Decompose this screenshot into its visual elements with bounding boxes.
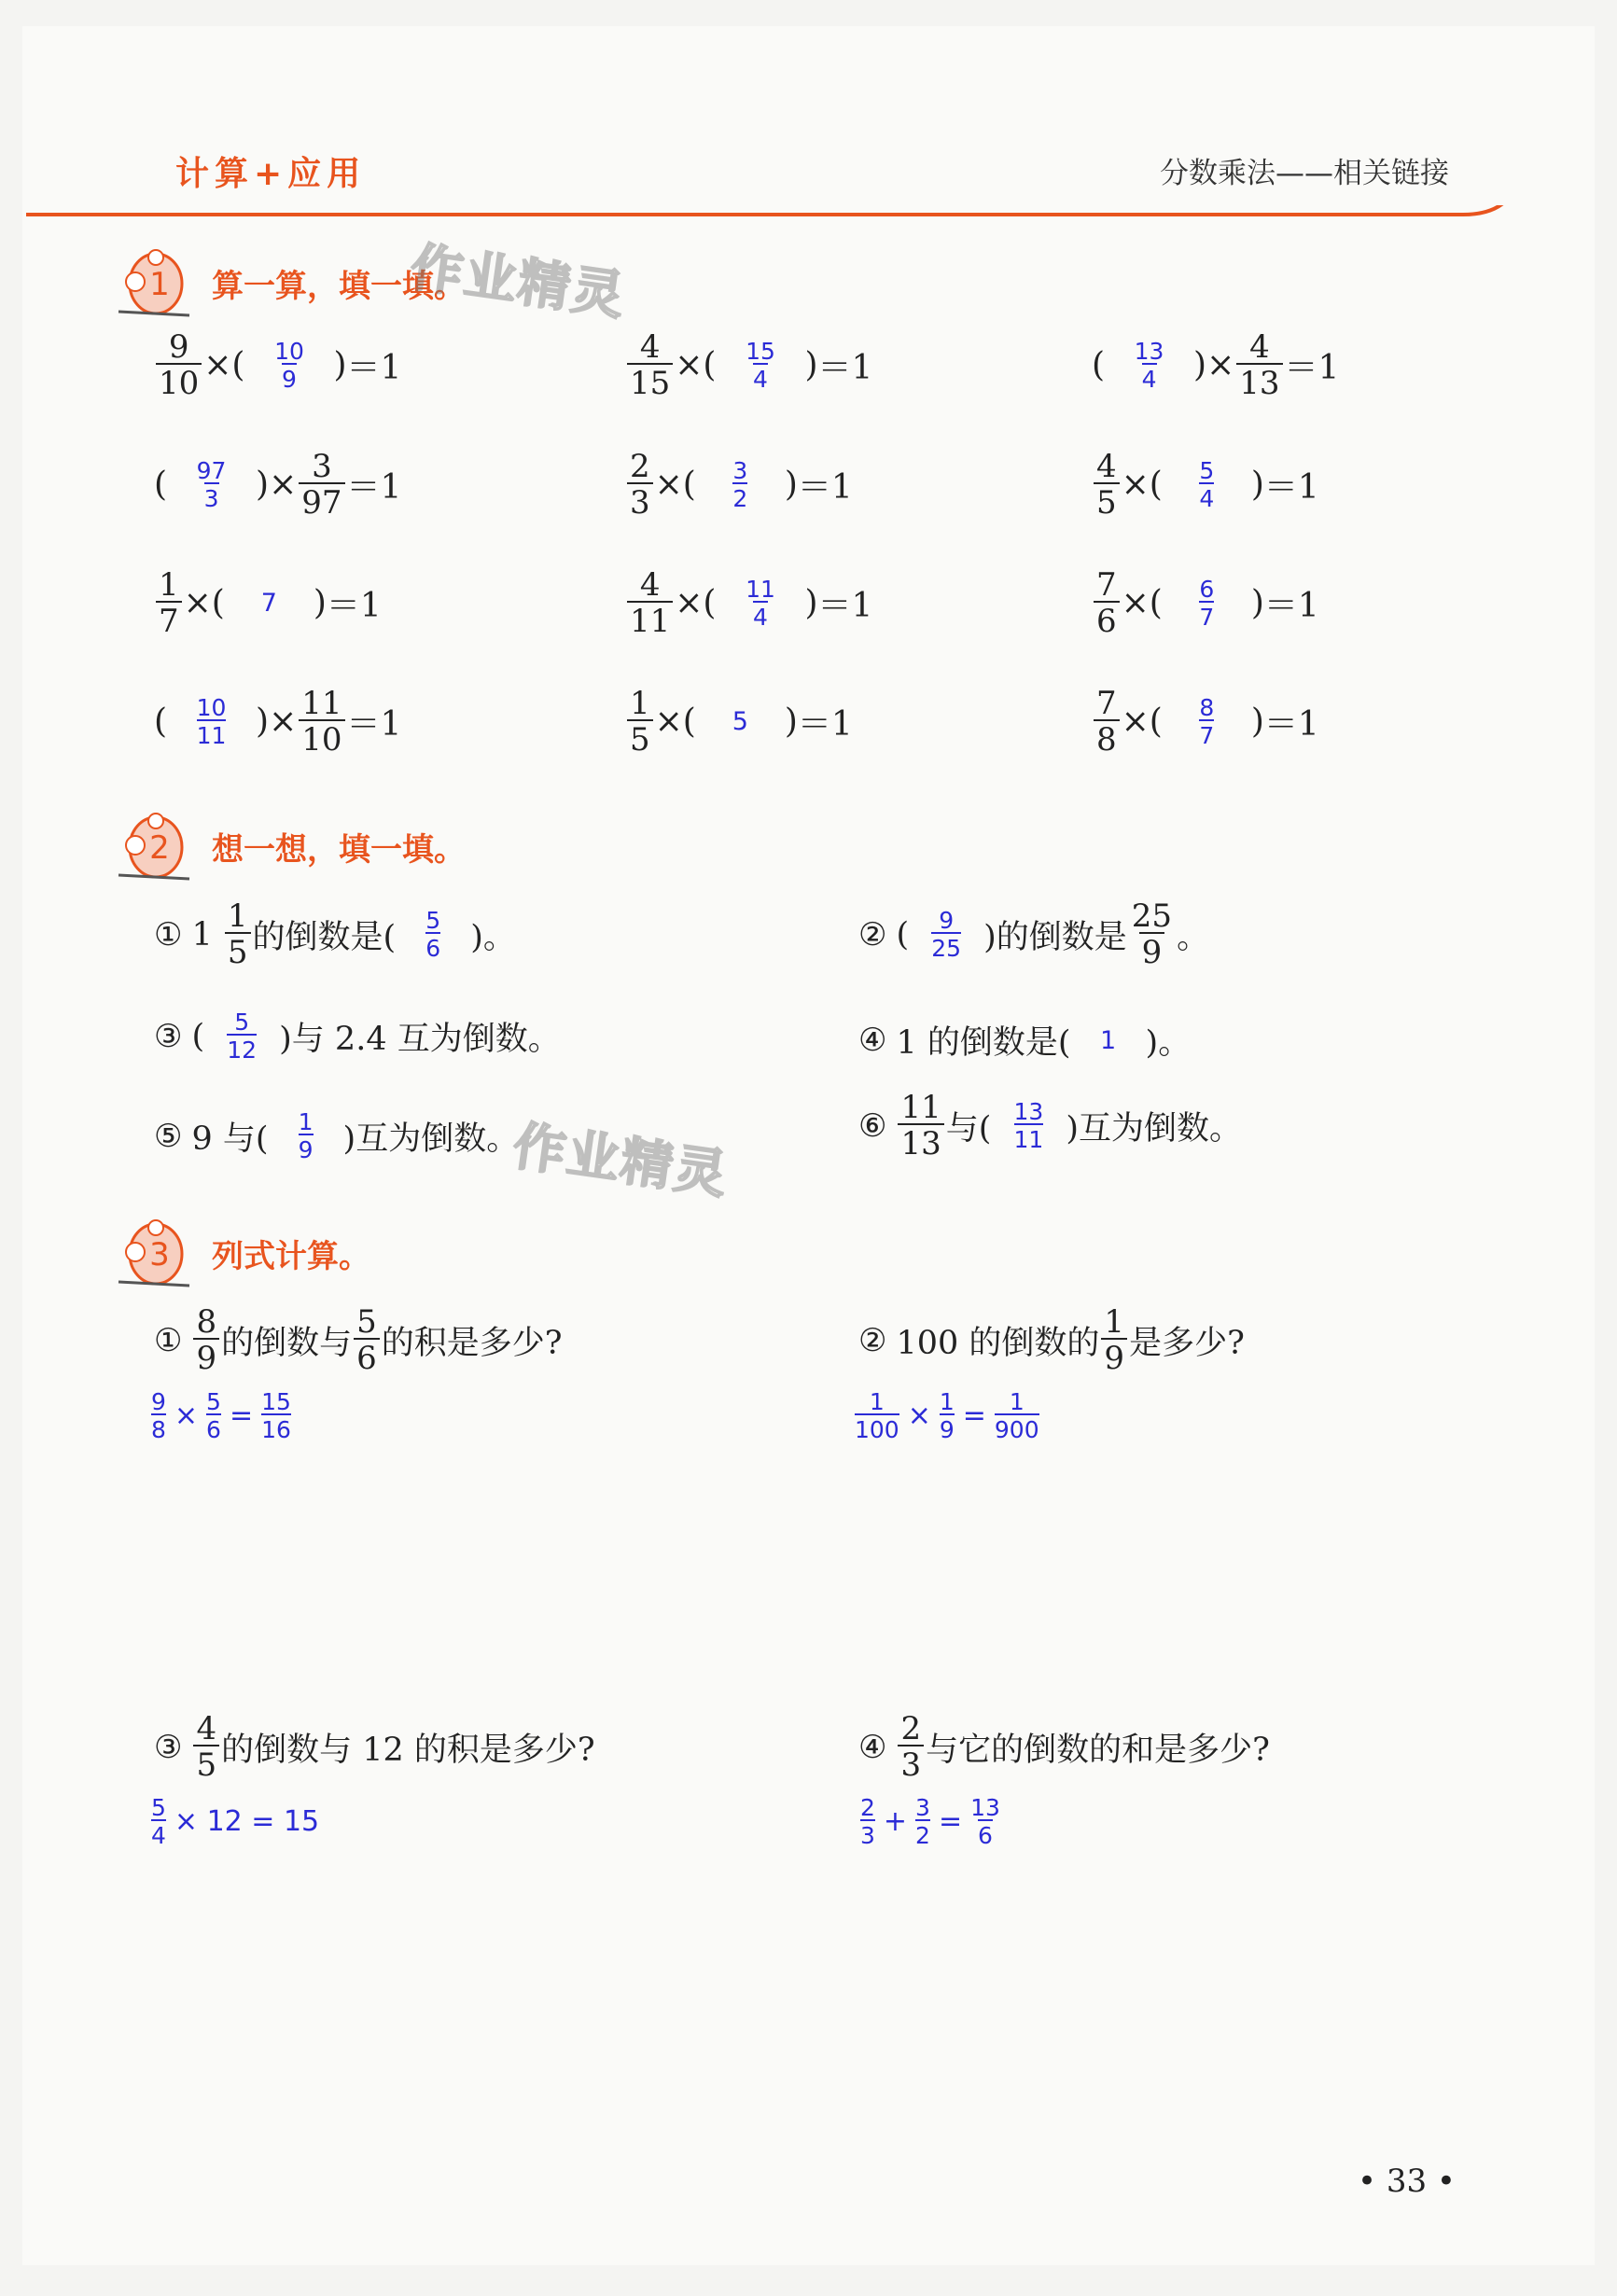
answer-fraction: 13 11 xyxy=(1013,1098,1044,1153)
svg-text:1: 1 xyxy=(149,266,170,303)
q1-item: ( 97 3 )× $\frac{3}{97}$ ＝1 xyxy=(154,448,402,522)
bird-number-badge-icon xyxy=(117,1215,191,1291)
q1-item: $\frac{1}{7}$ ×( 7 ) ＝1 xyxy=(154,569,382,637)
q3-work-3: $\frac{5}{4}$ × 12 = 15 xyxy=(151,1794,320,1849)
answer-value: 1 xyxy=(1099,1025,1117,1055)
answer-fraction: 10 11 xyxy=(196,694,227,749)
answer-fraction: 15 4 xyxy=(746,338,775,393)
header-right-title: 分数乘法——相关链接 xyxy=(1160,157,1449,190)
q3-item-1: ① $\frac{8}{9}$ 的倒数与 $\frac{5}{6}$ 的积是多少? xyxy=(154,1303,563,1377)
q2-item-6: ⑥ $\frac{11}{13}$ 与( 13 11 )互为倒数。 xyxy=(858,1089,1243,1162)
bird-number-badge-icon xyxy=(117,244,191,321)
section-3-heading xyxy=(117,1215,370,1291)
answer-fraction: 5 6 xyxy=(425,907,441,962)
q3-item-4: ④ $\frac{2}{3}$ 与它的倒数的和是多少? xyxy=(858,1710,1270,1784)
answer-fraction: 8 7 xyxy=(1199,694,1215,749)
answer-fraction: 3 2 xyxy=(732,457,748,512)
q1-item: $\frac{1}{5}$ ×( 5 ) ＝1 xyxy=(625,688,853,756)
answer-fraction: 5 12 xyxy=(227,1009,258,1064)
q1-item: $\frac{2}{3}$ ×( 3 2 ) ＝1 xyxy=(625,451,853,519)
q2-item-5: ⑤ 9 与( 1 9 )互为倒数。 xyxy=(154,1108,520,1163)
answer-value: 5 xyxy=(732,707,748,736)
header-left-title: 计算+应用 xyxy=(175,155,367,193)
svg-text:2: 2 xyxy=(149,829,170,867)
section-2-title: 想一想，填一填。 xyxy=(212,830,466,869)
svg-text:3: 3 xyxy=(149,1236,170,1273)
section-1-title: 算一算，填一填。 xyxy=(212,267,466,305)
section-3-title: 列式计算。 xyxy=(212,1237,370,1275)
q1-item: $\frac{4}{5}$ ×( 5 4 ) ＝1 xyxy=(1092,451,1319,519)
q1-item: $\frac{4}{15}$ ×( 15 4 ) ＝1 xyxy=(625,331,872,399)
q2-item-3: ③ ( 5 12 )与 2.4 互为倒数。 xyxy=(154,1009,561,1064)
watermark: 作业精灵 xyxy=(509,1116,732,1206)
q2-item-2: ② ( 9 25 )的倒数是 $\frac{25}{9}$ 。 xyxy=(858,898,1210,971)
answer-fraction: 1 9 xyxy=(298,1108,314,1163)
q3-item-3: ③ $\frac{4}{5}$ 的倒数与 12 的积是多少? xyxy=(154,1710,595,1784)
page-number: • 33 • xyxy=(1358,2163,1456,2200)
q1-item: $\frac{7}{6}$ ×( 6 7 ) ＝1 xyxy=(1092,569,1319,637)
answer-fraction: 10 9 xyxy=(274,338,304,393)
q2-item-4: ④ 1 的倒数是( 1 )。 xyxy=(858,1022,1192,1062)
answer-fraction: 11 4 xyxy=(746,576,775,631)
section-2-heading xyxy=(117,808,466,884)
q3-work-1: $\frac{9}{8}$ × $\frac{5}{6}$ = $\frac{15}{16}$ xyxy=(151,1388,291,1443)
watermark: 作业精灵 xyxy=(406,237,630,327)
q1-item: ( 13 4 )× $\frac{4}{13}$ ＝1 xyxy=(1092,328,1340,402)
q3-work-4: 2 3 + $\frac{3}{2}$ = $\frac{13}{6}$ xyxy=(860,1794,1000,1849)
header-rule xyxy=(26,205,1528,233)
q1-item: $\frac{4}{11}$ ×( 11 4 ) ＝1 xyxy=(625,569,872,637)
answer-fraction: 97 3 xyxy=(196,457,227,512)
answer-fraction: 9 25 xyxy=(931,907,962,962)
answer-fraction: 13 4 xyxy=(1134,338,1164,393)
q1-item: ( 10 11 )× $\frac{11}{10}$ ＝1 xyxy=(154,685,402,758)
q3-item-2: ② 100 的倒数的 $\frac{1}{9}$ 是多少? xyxy=(858,1303,1245,1377)
q3-work-2: $\frac{1}{100}$ × $\frac{1}{9}$ = $\frac{1}{900}$ xyxy=(855,1388,1039,1443)
answer-fraction: 5 4 xyxy=(1199,457,1215,512)
q1-item: $\frac{7}{8}$ ×( 8 7 ) ＝1 xyxy=(1092,688,1319,756)
answer-fraction: 6 7 xyxy=(1199,576,1215,631)
bird-number-badge-icon xyxy=(117,808,191,884)
q1-item: $\frac{9}{10}$ ×( 10 9 ) ＝1 xyxy=(154,331,401,399)
q2-item-1: ① 1 $\frac{1}{5}$ 的倒数是( 5 6 )。 xyxy=(154,898,516,971)
answer-value: 7 xyxy=(260,589,277,618)
